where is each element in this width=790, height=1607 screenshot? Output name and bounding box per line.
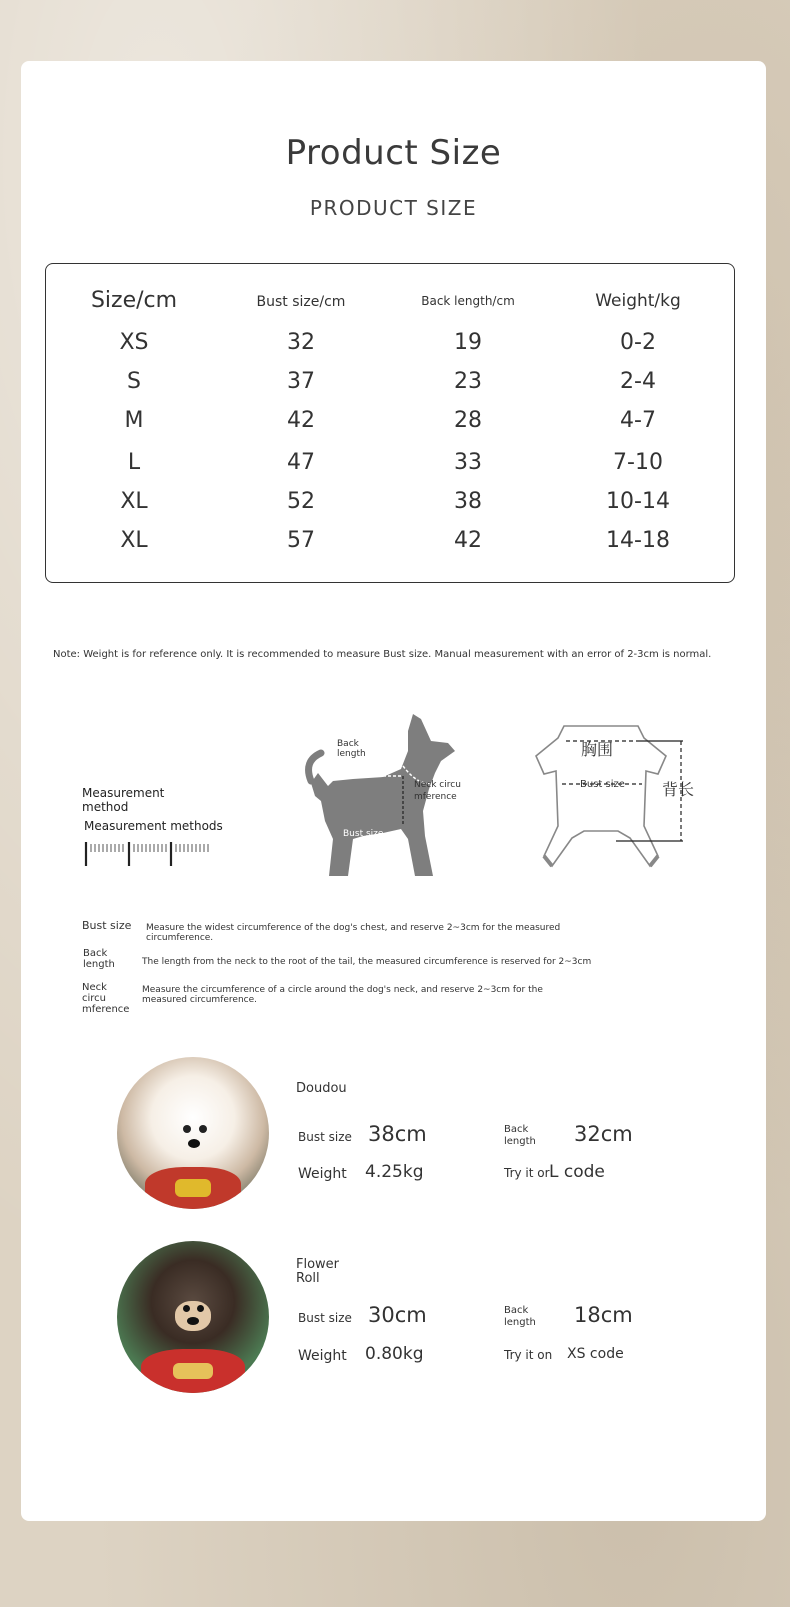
measurement-methods-subtitle: Measurement methods: [84, 819, 223, 833]
model-bust-value: 38cm: [368, 1122, 427, 1146]
garment-bust-label: Bust size: [580, 779, 625, 790]
model-weight-value: 0.80kg: [365, 1344, 424, 1364]
table-cell: XS: [119, 330, 149, 355]
desc-key-bust: Bust size: [82, 919, 132, 932]
table-cell: XL: [120, 528, 148, 553]
model-bust-label: Bust size: [298, 1311, 352, 1325]
model-back-value: 32cm: [574, 1122, 633, 1146]
desc-text-bust: Measure the widest circumference of the dog's chest, and reserve 2~3cm for the measured circumference.: [146, 923, 561, 943]
size-note: Note: Weight is for reference only. It is recommended to measure Bust size. Manual measurement with an error of 2-3cm is normal.: [53, 649, 712, 660]
model-try-label: Try it on: [504, 1348, 553, 1362]
table-cell: S: [127, 369, 141, 394]
table-cell: 38: [454, 489, 482, 514]
model-bust-label: Bust size: [298, 1130, 352, 1144]
table-cell: 33: [454, 450, 482, 475]
table-cell: 52: [287, 489, 315, 514]
model-weight-label: Weight: [298, 1348, 347, 1364]
column-header: Size/cm: [90, 288, 178, 313]
dog-bust-label: Bust size: [343, 829, 384, 839]
desc-key-neck: Neck circu mference: [82, 982, 130, 1015]
model-try-value: XS code: [567, 1346, 624, 1362]
table-cell: 10-14: [606, 489, 670, 514]
dog-back-length-label: Back length: [337, 739, 366, 759]
model-back-label: Back length: [504, 1124, 536, 1147]
model-bust-value: 30cm: [368, 1303, 427, 1327]
model-try-value: L code: [549, 1162, 605, 1182]
table-cell: M: [124, 408, 144, 433]
table-cell: 47: [287, 450, 315, 475]
table-cell: 28: [454, 408, 482, 433]
model-name: Doudou: [296, 1081, 347, 1096]
column-header: Weight/kg: [595, 291, 681, 311]
column-header: Back length/cm: [421, 294, 515, 308]
table-cell: 14-18: [606, 528, 670, 553]
ruler-icon: [84, 840, 214, 868]
dog-photo-flower-roll: [117, 1241, 269, 1393]
model-back-label: Back length: [504, 1305, 536, 1328]
table-cell: 7-10: [613, 450, 663, 475]
desc-text-back: The length from the neck to the root of the tail, the measured circumference is reserved for 2~3cm: [142, 957, 592, 967]
table-cell: 19: [454, 330, 482, 355]
size-table: [45, 263, 735, 583]
page-title: Product Size: [285, 133, 502, 173]
measurement-method-title: Measurement method: [82, 786, 165, 814]
garment-bust-cn-label: 胸围: [581, 740, 614, 759]
desc-text-neck: Measure the circumference of a circle around the dog's neck, and reserve 2~3cm for the measured circumference.: [142, 985, 543, 1005]
column-header: Bust size/cm: [256, 294, 346, 310]
table-cell: 2-4: [620, 369, 656, 394]
model-name: Flower Roll: [296, 1257, 340, 1286]
dog-photo-doudou: [117, 1057, 269, 1209]
content-card: [21, 61, 766, 1521]
dog-neck-label: Neck circu mference: [414, 780, 461, 802]
table-cell: 32: [287, 330, 315, 355]
table-cell: XL: [120, 489, 148, 514]
table-cell: 37: [287, 369, 315, 394]
table-cell: 42: [454, 528, 482, 553]
model-weight-label: Weight: [298, 1166, 347, 1182]
table-cell: 57: [287, 528, 315, 553]
model-weight-value: 4.25kg: [365, 1162, 424, 1182]
table-cell: 0-2: [620, 330, 656, 355]
table-cell: 23: [454, 369, 482, 394]
model-try-label: Try it or: [504, 1166, 550, 1180]
table-cell: L: [127, 450, 141, 475]
desc-key-back: Back length: [83, 948, 115, 970]
page-subtitle: PRODUCT SIZE: [309, 196, 478, 220]
garment-length-cn-label: 背长: [662, 780, 695, 799]
table-cell: 4-7: [620, 408, 656, 433]
model-back-value: 18cm: [574, 1303, 633, 1327]
table-cell: 42: [287, 408, 315, 433]
